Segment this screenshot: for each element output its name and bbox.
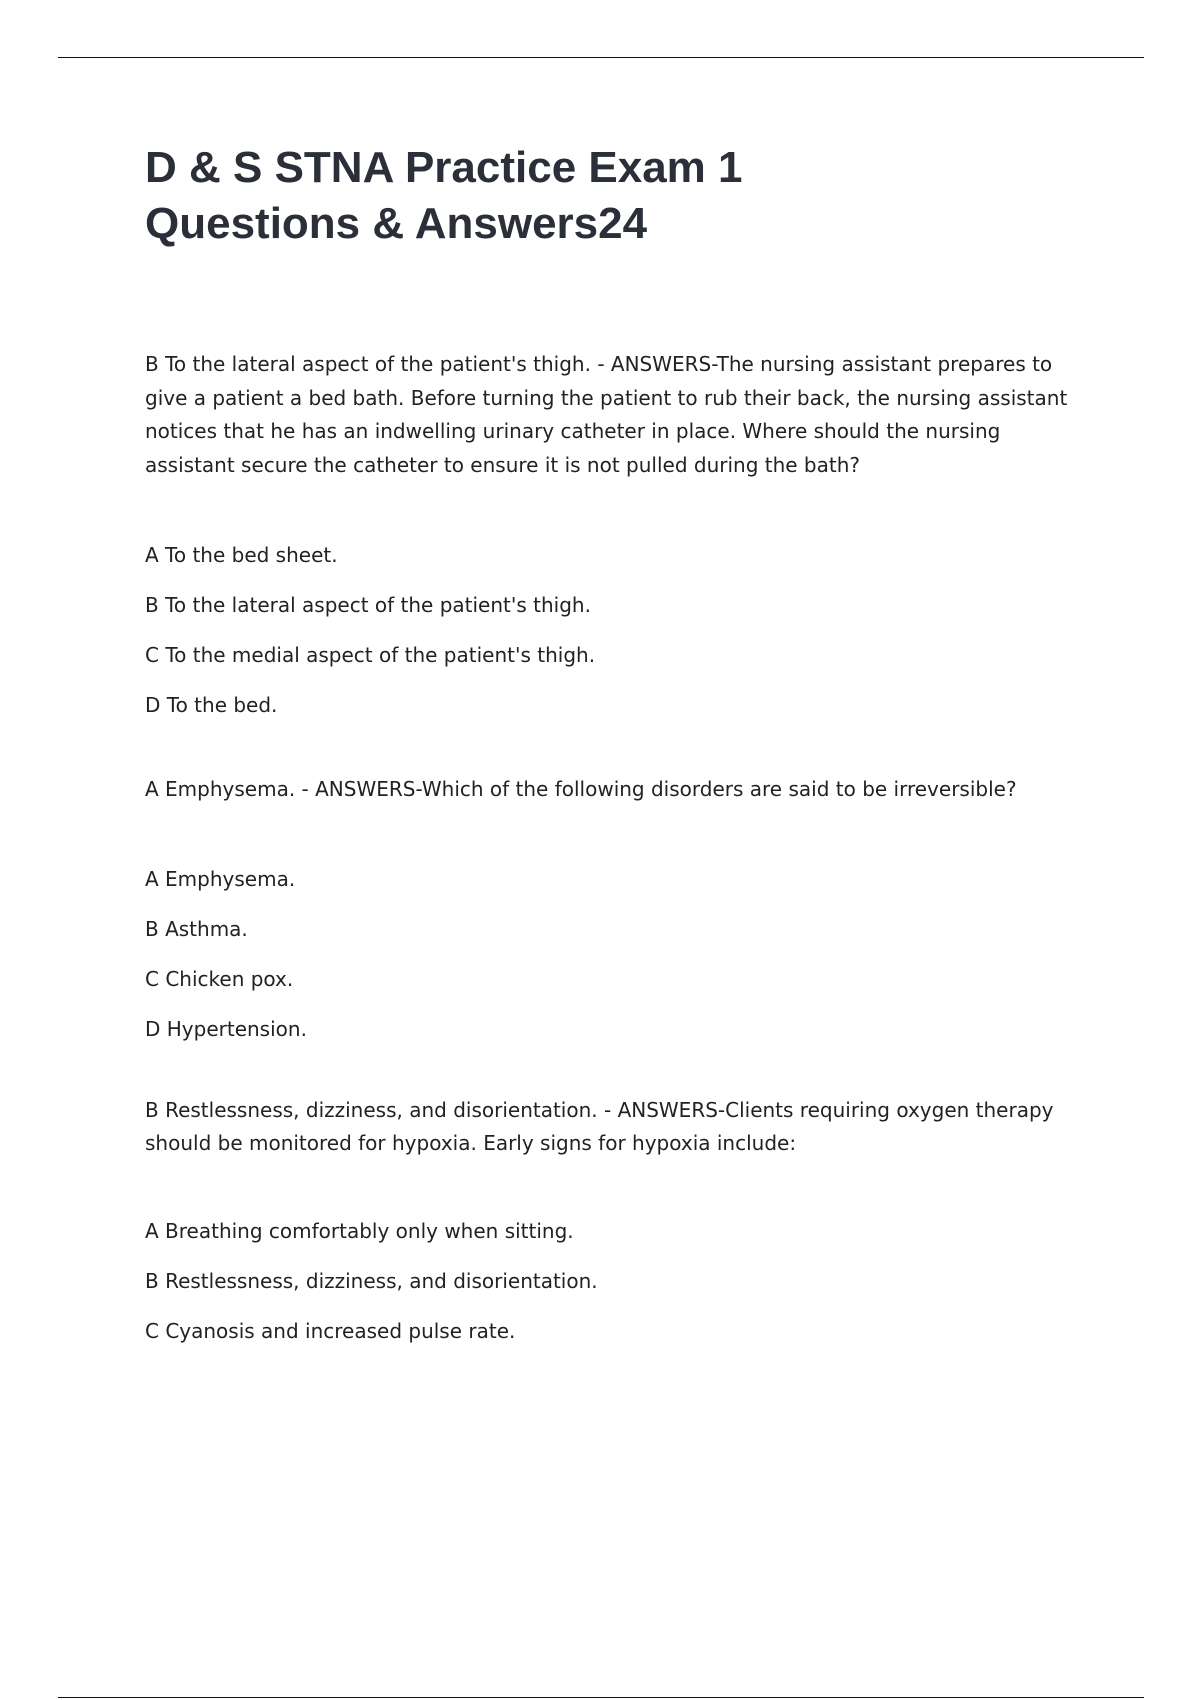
document-body bbox=[145, 140, 1095, 1356]
title-line-1: D & S STNA Practice Exam 1 bbox=[145, 143, 743, 192]
answer-option: B To the lateral aspect of the patient's thigh. bbox=[145, 593, 591, 617]
answer-options bbox=[145, 530, 1095, 730]
answer-option: A Breathing comfortably only when sitting. bbox=[145, 1218, 574, 1243]
answer-option: A Emphysema. bbox=[145, 866, 296, 891]
answer-option: C Cyanosis and increased pulse rate. bbox=[145, 1318, 516, 1343]
answer-options bbox=[145, 854, 1095, 1054]
answer-option: D Hypertension. bbox=[145, 1016, 307, 1041]
bottom-rule bbox=[58, 1697, 1144, 1698]
answer-option: C Chicken pox. bbox=[145, 966, 294, 991]
question-text: A Emphysema. - ANSWERS-Which of the following disorders are said to be irreversible? bbox=[145, 777, 1017, 801]
answer-option: B Asthma. bbox=[145, 916, 248, 941]
question-text: B To the lateral aspect of the patient's thigh. - ANSWERS-The nursing assistant prepares to give a patient a bed bath. Before turning the patient to rub their back, the nursing assistant notices that he has an indwelling urinary catheter in place. Where should the nursing assistant secure the catheter to ensure it is not pulled during the bath? bbox=[145, 352, 1068, 477]
answer-option: D To the bed. bbox=[145, 693, 278, 717]
answer-option: B Restlessness, dizziness, and disorientation. bbox=[145, 1268, 598, 1293]
document-title bbox=[145, 140, 1095, 252]
question-text: B Restlessness, dizziness, and disorientation. - ANSWERS-Clients requiring oxygen therapy should be monitored for hypoxia. Early signs for hypoxia include: bbox=[145, 1097, 1054, 1155]
top-rule bbox=[58, 57, 1144, 58]
title-line-2: Questions & Answers24 bbox=[145, 199, 648, 248]
answer-options bbox=[145, 1206, 1095, 1356]
answer-option: C To the medial aspect of the patient's thigh. bbox=[145, 643, 596, 667]
answer-option: A To the bed sheet. bbox=[145, 543, 338, 567]
